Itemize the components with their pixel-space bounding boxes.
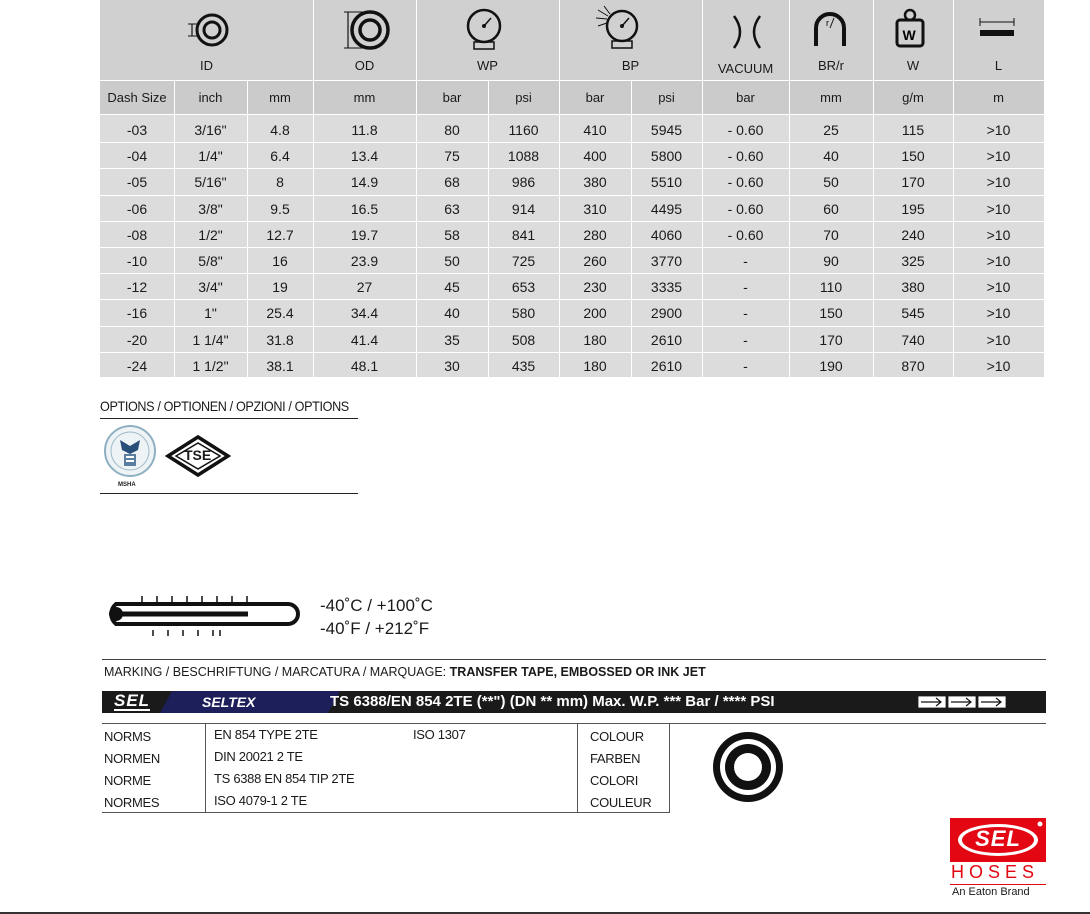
colour-label-en: COLOUR bbox=[590, 729, 644, 744]
table-cell: 1160 bbox=[508, 122, 539, 138]
table-cell: 170 bbox=[819, 331, 843, 348]
table-cell: 5/16" bbox=[194, 174, 227, 191]
table-cell: 60 bbox=[823, 200, 839, 217]
table-cell: -04 bbox=[126, 148, 148, 165]
table-cell: 11.8 bbox=[351, 122, 378, 138]
table-cell: 115 bbox=[901, 122, 925, 138]
spec-table bbox=[100, 0, 1044, 377]
table-cell: 5/8" bbox=[198, 253, 223, 269]
table-cell: -08 bbox=[126, 226, 148, 243]
options-top-rule bbox=[100, 418, 358, 419]
col-label-wp: WP bbox=[477, 58, 498, 73]
unit-inch: inch bbox=[198, 90, 223, 105]
col-label-weight: W bbox=[906, 58, 920, 73]
burst-pressure-gauge-icon bbox=[594, 4, 642, 52]
table-cell: 150 bbox=[901, 148, 925, 165]
table-cell: 280 bbox=[583, 226, 607, 243]
table-cell: 6.4 bbox=[270, 148, 290, 165]
hose-marking-bar bbox=[102, 691, 1046, 713]
table-cell: 38.1 bbox=[266, 357, 294, 374]
brand-rule bbox=[950, 884, 1046, 885]
table-cell: 4495 bbox=[650, 200, 683, 217]
table-cell: 725 bbox=[511, 253, 536, 269]
table-cell: 3/8" bbox=[198, 200, 223, 217]
unit-dash-size: Dash Size bbox=[107, 90, 167, 105]
table-cell: 30 bbox=[444, 357, 460, 374]
col-label-vacuum: VACUUM bbox=[717, 61, 774, 76]
table-cell: 16.5 bbox=[350, 200, 379, 217]
unit-weight-gm: g/m bbox=[902, 90, 924, 105]
table-cell: - bbox=[743, 331, 748, 348]
table-cell: 27 bbox=[356, 279, 373, 296]
table-cell: 653 bbox=[511, 279, 536, 296]
table-cell: 180 bbox=[583, 357, 607, 374]
table-cell: 260 bbox=[583, 253, 607, 269]
table-cell: - 0.60 bbox=[727, 122, 764, 138]
norm-value-1: EN 854 TYPE 2TE bbox=[214, 727, 318, 742]
table-cell: 986 bbox=[511, 174, 536, 191]
marking-value: TRANSFER TAPE, EMBOSSED OR INK JET bbox=[449, 665, 706, 679]
unit-wp-bar: bar bbox=[442, 90, 462, 105]
table-cell: 508 bbox=[511, 331, 536, 348]
table-cell: >10 bbox=[986, 331, 1011, 348]
thermometer-icon bbox=[98, 594, 300, 640]
norms-divider-1 bbox=[205, 723, 206, 813]
table-cell: -20 bbox=[126, 331, 148, 348]
table-cell: 1088 bbox=[507, 148, 540, 165]
table-cell: >10 bbox=[986, 122, 1011, 138]
table-cell: -03 bbox=[126, 122, 148, 138]
unit-vacuum-bar: bar bbox=[736, 90, 755, 105]
msha-label: MSHA bbox=[118, 482, 136, 488]
table-cell: 170 bbox=[901, 174, 925, 191]
table-cell: 41.4 bbox=[350, 331, 379, 348]
marking-line bbox=[104, 665, 706, 679]
table-cell: 16 bbox=[272, 253, 288, 269]
table-cell: 31.8 bbox=[266, 331, 294, 348]
weight-icon bbox=[894, 8, 926, 48]
table-cell: -05 bbox=[126, 174, 148, 191]
table-cell: 13.4 bbox=[350, 148, 379, 165]
table-cell: 580 bbox=[511, 305, 536, 322]
table-cell: 1" bbox=[204, 305, 217, 322]
svg-text:W: W bbox=[902, 27, 916, 43]
vacuum-icon bbox=[730, 14, 764, 50]
bend-radius-icon bbox=[810, 10, 850, 50]
table-cell: 150 bbox=[819, 305, 843, 322]
colour-label-fr: COULEUR bbox=[590, 795, 652, 810]
table-cell: 45 bbox=[444, 279, 460, 296]
table-cell: 2610 bbox=[650, 357, 683, 374]
norm-value-4: ISO 4079-1 2 TE bbox=[214, 793, 307, 808]
table-cell: 1 1/4" bbox=[192, 331, 229, 348]
table-cell: 68 bbox=[444, 174, 460, 191]
table-cell: 841 bbox=[511, 226, 536, 243]
table-cell: -24 bbox=[126, 357, 148, 374]
table-cell: 325 bbox=[901, 253, 925, 269]
unit-bp-psi: psi bbox=[658, 90, 675, 105]
table-cell: 19.7 bbox=[350, 226, 379, 243]
working-pressure-gauge-icon bbox=[464, 8, 504, 52]
table-cell: 230 bbox=[583, 279, 607, 296]
marking-rule bbox=[102, 659, 1046, 660]
table-cell: 4.8 bbox=[270, 122, 290, 138]
table-cell: 180 bbox=[583, 331, 607, 348]
table-cell: 14.9 bbox=[350, 174, 379, 191]
col-label-bp: BP bbox=[621, 58, 640, 73]
table-cell: 34.4 bbox=[350, 305, 379, 322]
table-cell: 1/4" bbox=[198, 148, 223, 165]
bar-marking-text: TS 6388/EN 854 2TE (**") (DN ** mm) Max. W.P. *** Bar / **** PSI bbox=[330, 693, 775, 710]
temperature-fahrenheit: -40˚F / +212˚F bbox=[320, 619, 430, 638]
table-cell: 110 bbox=[819, 279, 843, 296]
norms-label-de: NORMEN bbox=[104, 751, 160, 766]
table-cell: >10 bbox=[986, 174, 1011, 191]
table-cell: >10 bbox=[986, 357, 1011, 374]
outer-diameter-icon bbox=[340, 8, 390, 52]
table-cell: 2900 bbox=[650, 305, 683, 322]
table-cell: 48.1 bbox=[350, 357, 379, 374]
table-cell: 63 bbox=[444, 200, 460, 217]
table-cell: 5945 bbox=[650, 122, 683, 138]
col-label-bend-radius: BR/r bbox=[818, 58, 844, 73]
table-cell: 2610 bbox=[650, 331, 683, 348]
table-cell: 90 bbox=[823, 253, 839, 269]
options-title: OPTIONS / OPTIONEN / OPZIONI / OPTIONS bbox=[100, 398, 349, 414]
table-cell: - bbox=[743, 279, 748, 296]
table-cell: 25 bbox=[823, 122, 839, 138]
colour-label-de: FARBEN bbox=[590, 751, 641, 766]
table-cell: - 0.60 bbox=[727, 200, 764, 217]
msha-seal-icon bbox=[102, 424, 158, 488]
temperature-celsius: -40˚C / +100˚C bbox=[320, 596, 433, 615]
table-cell: 23.9 bbox=[350, 253, 379, 269]
table-cell: 4060 bbox=[650, 226, 683, 243]
table-cell: 545 bbox=[901, 305, 925, 322]
table-cell: 435 bbox=[511, 357, 536, 374]
table-cell: - bbox=[743, 253, 748, 269]
unit-bp-bar: bar bbox=[585, 90, 605, 105]
norm-value-3: TS 6388 EN 854 TIP 2TE bbox=[214, 771, 355, 786]
table-cell: - 0.60 bbox=[727, 148, 764, 165]
table-cell: 740 bbox=[901, 331, 925, 348]
bar-logo: SEL bbox=[114, 691, 151, 710]
table-cell: 914 bbox=[511, 200, 536, 217]
table-cell: -16 bbox=[126, 305, 148, 322]
arrow-icons bbox=[917, 695, 1007, 709]
hose-cross-section-icon bbox=[708, 727, 788, 807]
table-cell: 5510 bbox=[650, 174, 683, 191]
table-cell: 310 bbox=[583, 200, 607, 217]
unit-od-mm: mm bbox=[353, 90, 376, 105]
norms-label-fr: NORMES bbox=[104, 795, 160, 810]
table-cell: 35 bbox=[444, 331, 460, 348]
table-cell: 200 bbox=[583, 305, 607, 322]
colour-label-it: COLORI bbox=[590, 773, 639, 788]
svg-text:r: r bbox=[826, 18, 829, 28]
norm-value-2: DIN 20021 2 TE bbox=[214, 749, 303, 764]
norm-extra: ISO 1307 bbox=[413, 727, 466, 742]
table-cell: -06 bbox=[126, 200, 148, 217]
table-cell: 70 bbox=[823, 226, 839, 243]
marking-label: MARKING / BESCHRIFTUNG / MARCATURA / MARQUAGE: bbox=[104, 665, 447, 679]
table-cell: 1 1/2" bbox=[192, 357, 229, 374]
table-cell: 400 bbox=[583, 148, 607, 165]
table-cell: 3/16" bbox=[194, 122, 227, 138]
norms-label-it: NORME bbox=[104, 773, 151, 788]
col-label-id: ID bbox=[200, 58, 213, 73]
brand-tagline: An Eaton Brand bbox=[952, 886, 1030, 898]
table-cell: >10 bbox=[986, 305, 1011, 322]
table-cell: 8 bbox=[276, 174, 284, 191]
norms-top-rule bbox=[102, 723, 1046, 724]
table-cell: >10 bbox=[986, 200, 1011, 217]
table-cell: 410 bbox=[583, 122, 607, 138]
norms-divider-3 bbox=[669, 723, 670, 813]
table-cell: 3/4" bbox=[198, 279, 223, 296]
unit-wp-psi: psi bbox=[515, 90, 532, 105]
table-cell: 870 bbox=[901, 357, 925, 374]
table-cell: 9.5 bbox=[270, 200, 290, 217]
table-cell: 75 bbox=[444, 148, 460, 165]
table-cell: - bbox=[743, 305, 748, 322]
table-cell: >10 bbox=[986, 148, 1011, 165]
table-cell: 1/2" bbox=[198, 226, 223, 243]
table-cell: 5800 bbox=[650, 148, 683, 165]
table-cell: 40 bbox=[823, 148, 839, 165]
unit-br-mm: mm bbox=[820, 90, 842, 105]
brand-logo-text: SEL bbox=[975, 826, 1021, 851]
table-cell: >10 bbox=[986, 226, 1011, 243]
table-cell: 58 bbox=[444, 226, 460, 243]
options-bottom-rule bbox=[100, 493, 358, 494]
length-icon bbox=[978, 16, 1016, 44]
table-cell: 80 bbox=[444, 122, 460, 138]
table-cell: 380 bbox=[583, 174, 607, 191]
norms-bottom-rule bbox=[102, 812, 669, 813]
norms-label-en: NORMS bbox=[104, 729, 151, 744]
inner-diameter-icon bbox=[186, 12, 232, 48]
table-cell: -10 bbox=[126, 253, 148, 269]
table-cell: - 0.60 bbox=[727, 226, 764, 243]
table-cell: 380 bbox=[901, 279, 925, 296]
brand-name: HOSES bbox=[951, 862, 1040, 882]
table-cell: 195 bbox=[901, 200, 925, 217]
unit-length-m: m bbox=[993, 90, 1004, 105]
table-cell: 190 bbox=[819, 357, 843, 374]
table-cell: 3770 bbox=[650, 253, 683, 269]
table-cell: 50 bbox=[444, 253, 460, 269]
col-label-od: OD bbox=[354, 58, 375, 73]
table-cell: 50 bbox=[823, 174, 839, 191]
table-cell: >10 bbox=[986, 279, 1011, 296]
table-cell: - bbox=[743, 357, 748, 374]
table-cell: 19 bbox=[272, 279, 288, 296]
table-cell: 240 bbox=[901, 226, 925, 243]
unit-id-mm: mm bbox=[269, 90, 291, 105]
norms-divider-2 bbox=[577, 723, 578, 813]
table-cell: - 0.60 bbox=[727, 174, 764, 191]
table-cell: 40 bbox=[444, 305, 460, 322]
table-cell: -12 bbox=[126, 279, 148, 296]
table-cell: 3335 bbox=[650, 279, 683, 296]
table-cell: 12.7 bbox=[266, 226, 294, 243]
table-cell: 25.4 bbox=[266, 305, 294, 322]
col-label-length: L bbox=[994, 58, 1003, 73]
table-cell: >10 bbox=[986, 253, 1011, 269]
bar-brand: SELTEX bbox=[202, 694, 256, 710]
tse-label: TSE bbox=[184, 447, 212, 463]
